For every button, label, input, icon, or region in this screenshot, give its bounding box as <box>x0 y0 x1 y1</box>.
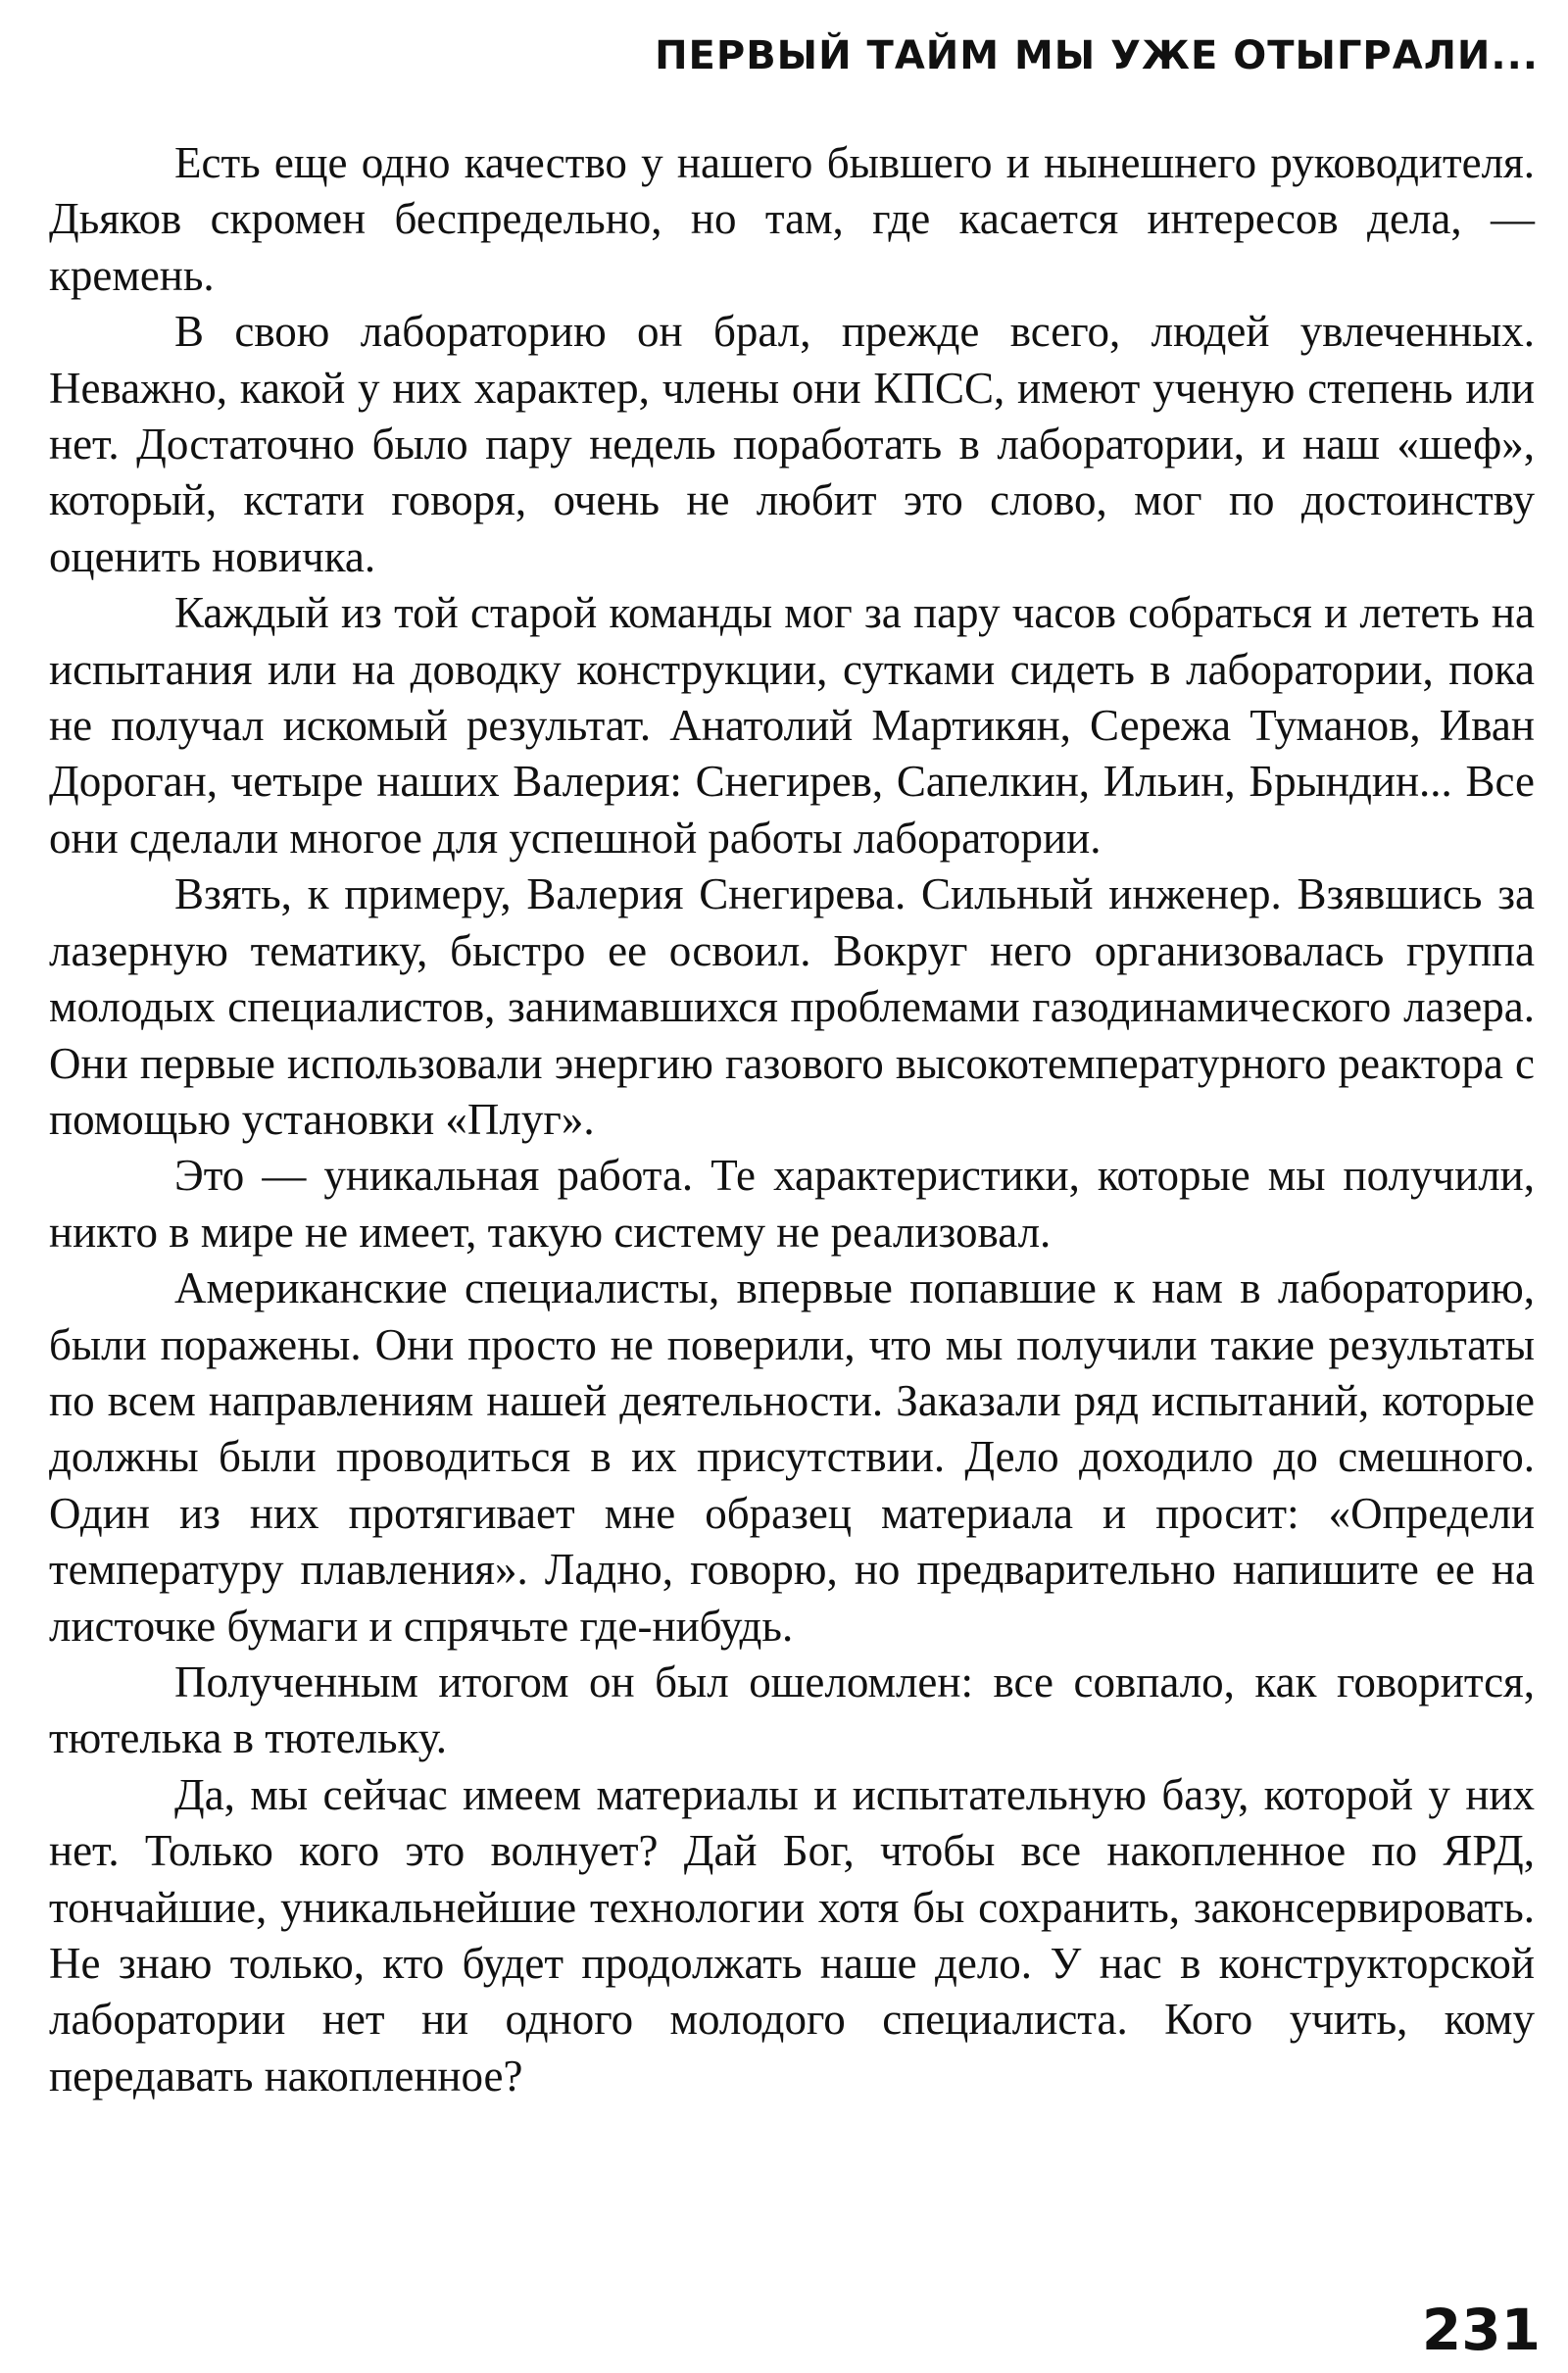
paragraph: Это — уникальная работа. Те характеристики, которые мы получили, никто в мире не имеет, такую систему не реализовал. <box>49 1151 1535 1257</box>
paragraph: Есть еще одно качество у нашего бывшего и нынешнего руководителя. Дьяков скромен беспредельно, но там, где касается интересов дела, — кремень. <box>49 138 1535 300</box>
paragraph: В свою лабораторию он брал, прежде всего, людей увлеченных. Неважно, какой у них характер, члены они КПСС, имеют ученую степень или нет. Достаточно было пару недель поработать в лаборатории, и наш «шеф», который, кстати говоря, очень не любит это слово, мог по достоинству оценить новичка. <box>49 307 1535 581</box>
running-title: ПЕРВЫЙ ТАЙМ МЫ УЖЕ ОТЫГРАЛИ... <box>655 33 1539 78</box>
paragraph: Полученным итогом он был ошеломлен: все совпало, как говорится, тютелька в тютельку. <box>49 1656 1535 1763</box>
paragraph: Американские специалисты, впервые попавшие к нам в лабораторию, были поражены. Они просто не поверили, что мы получили такие результаты по всем направлениям нашей деятельности. Заказали ряд испытаний, которые должны были проводиться в их присутствии. Дело доходило до смешного. Один из них протягивает мне образец материала и просит: «Определи температуру плавления». Ладно, говорю, но предварительно напишите ее на листочке бумаги и спрячьте где-нибудь. <box>49 1263 1535 1651</box>
paragraph: Взять, к примеру, Валерия Снегирева. Сильный инженер. Взявшись за лазерную тематику, быстро ее освоил. Вокруг него организовалась группа молодых специалистов, занимавшихся проблемами газодинамического лазера. Они первые использовали энергию газового высокотемпературного реактора с помощью установки «Плуг». <box>49 869 1535 1144</box>
body-text <box>49 135 1535 2104</box>
paragraph: Да, мы сейчас имеем материалы и испытательную базу, которой у них нет. Только кого это волнует? Дай Бог, чтобы все накопленное по ЯРД, тончайшие, уникальнейшие технологии хотя бы сохранить, законсервировать. Не знаю только, кто будет продолжать наше дело. У нас в конструкторской лаборатории нет ни одного молодого специалиста. Кого учить, кому передавать накопленное? <box>49 1769 1535 2101</box>
page-number: 231 <box>1421 2297 1541 2363</box>
paragraph: Каждый из той старой команды мог за пару часов собраться и лететь на испытания или на доводку конструкции, сутками сидеть в лаборатории, пока не получал искомый результат. Анатолий Мартикян, Сережа Туманов, Иван Дороган, четыре наших Валерия: Снегирев, Сапелкин, Ильин, Брындин... Все они сделали многое для успешной работы лаборатории. <box>49 588 1535 863</box>
